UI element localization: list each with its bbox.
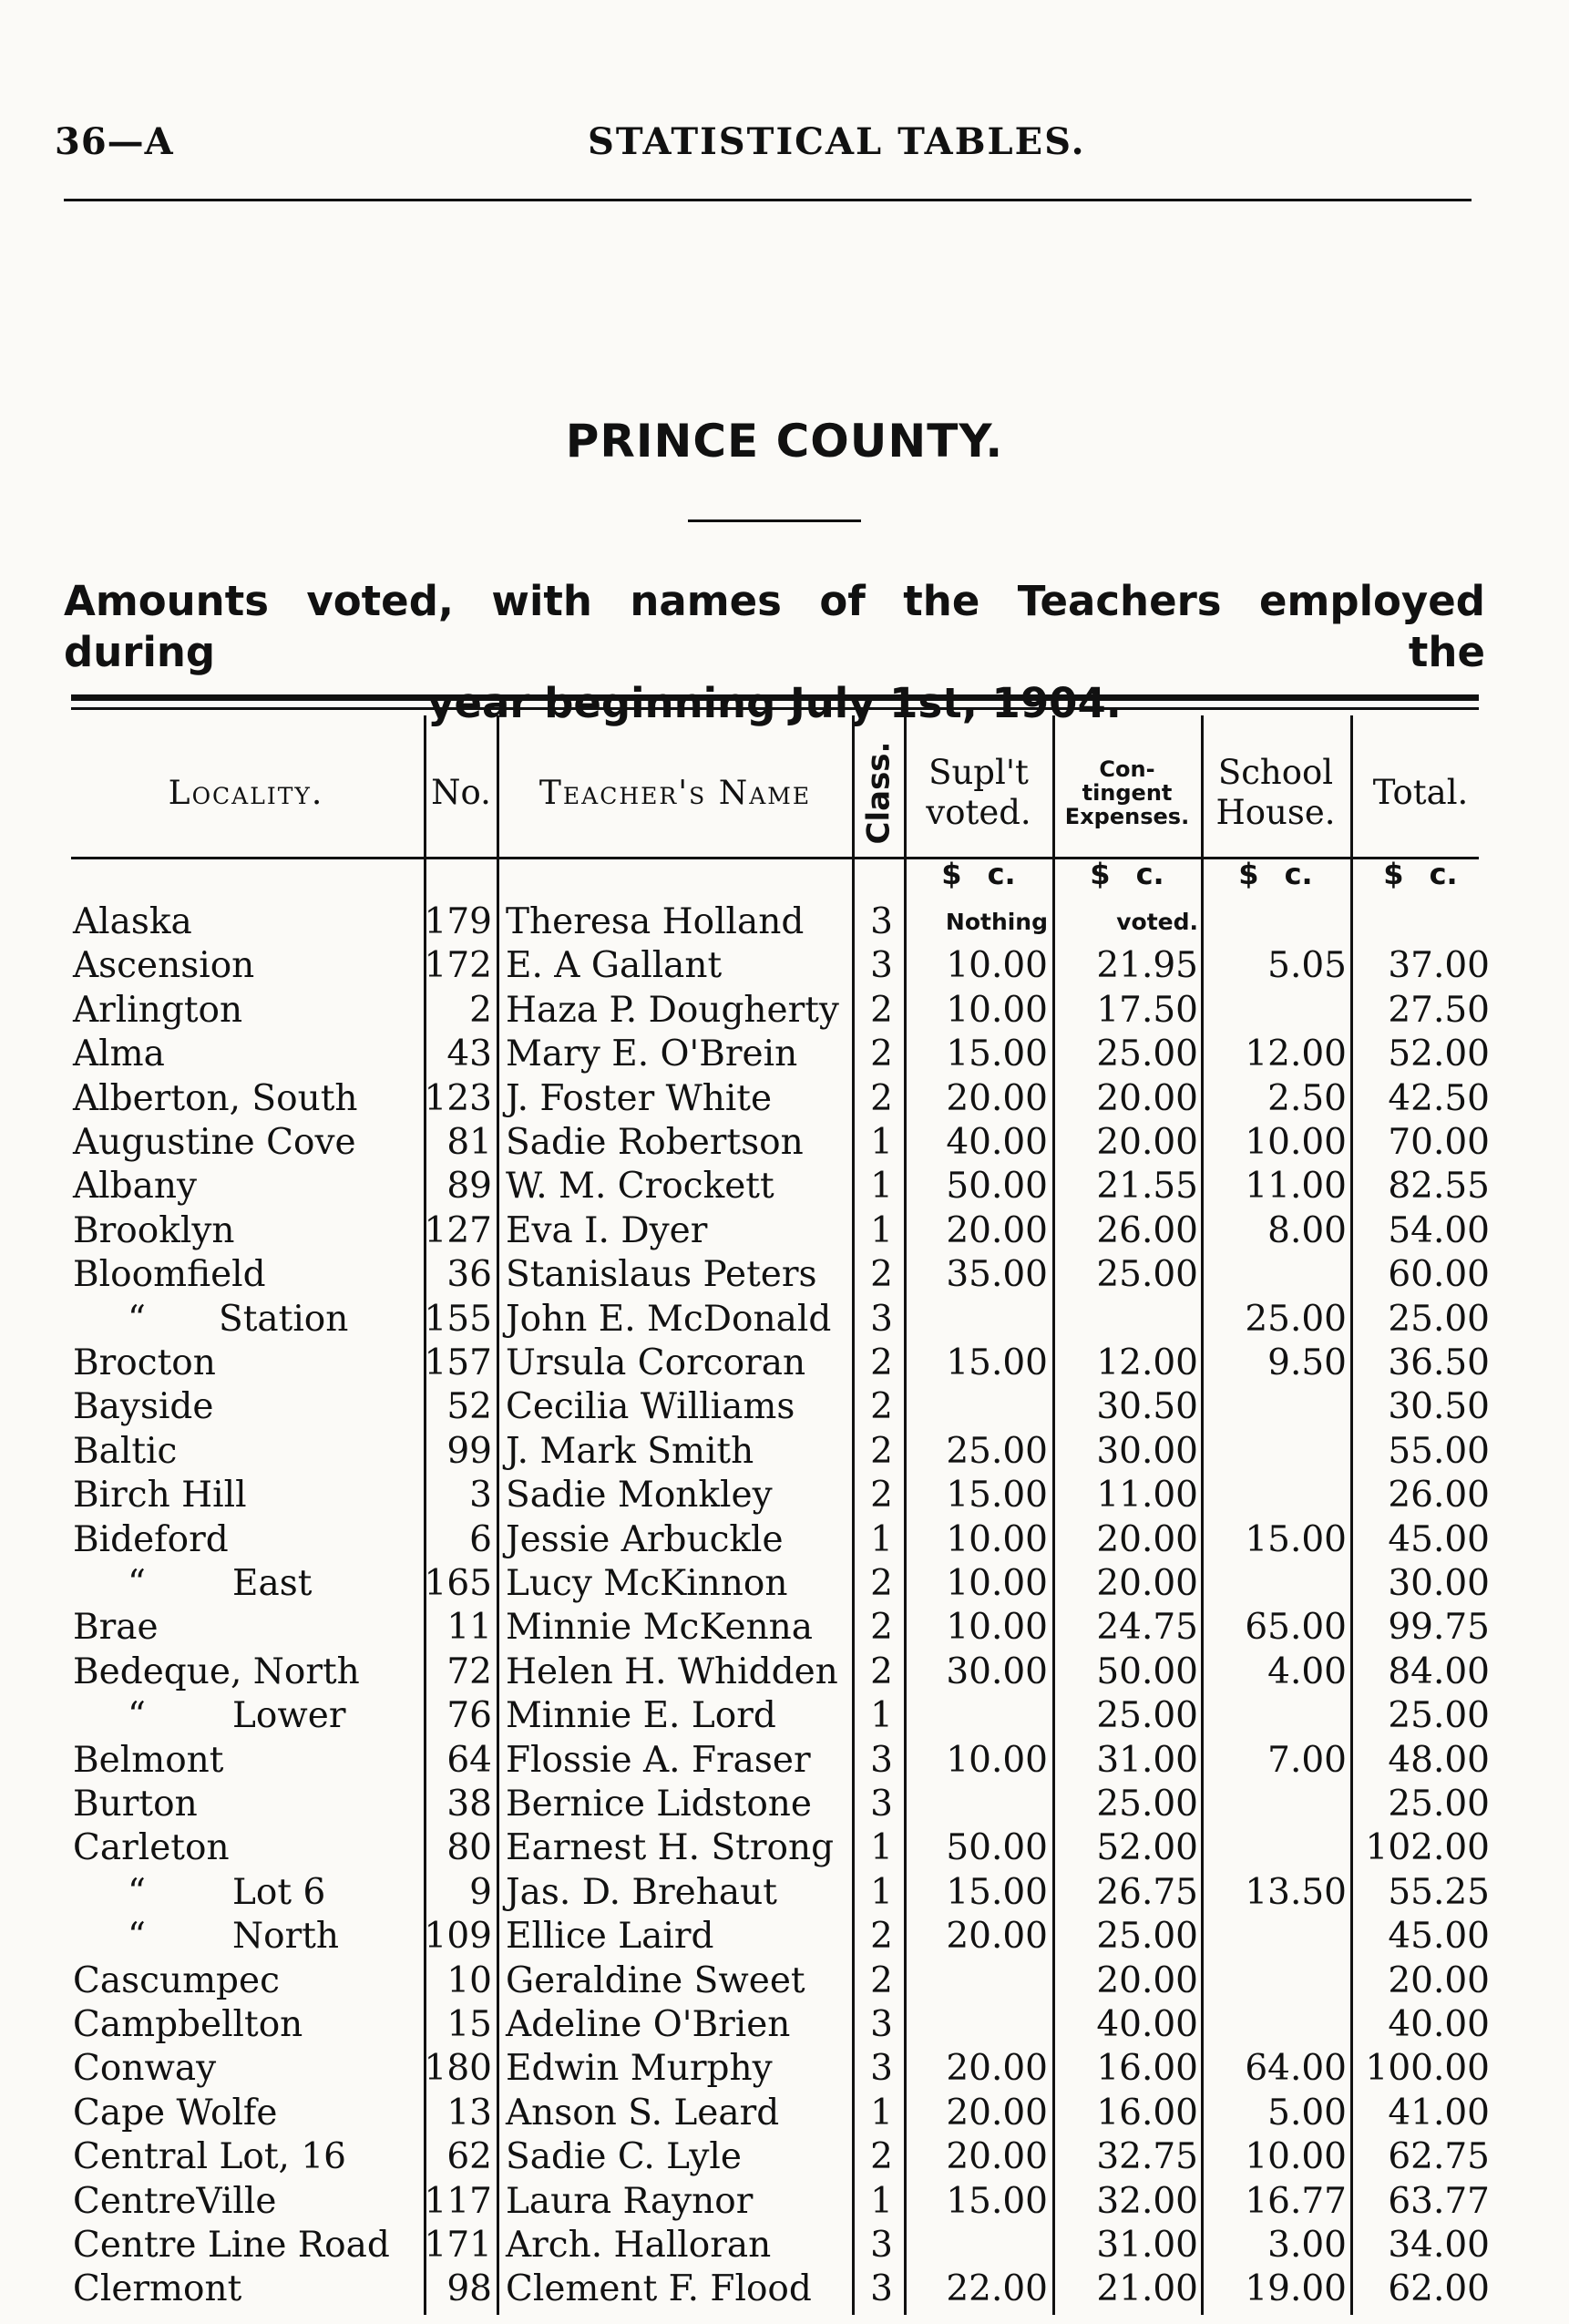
ditto-mark: “: [128, 1871, 146, 1913]
number-cell: 15: [446, 2004, 492, 2045]
total-cell: 62.75: [1388, 2136, 1490, 2178]
number-cell: 52: [446, 1386, 492, 1428]
school-house-cell: 10.00: [1245, 2136, 1347, 2178]
class-cell: 2: [870, 1959, 893, 2001]
teacher-name-cell: Earnest H. Strong: [506, 1827, 835, 1869]
school-house-cell: 12.00: [1245, 1033, 1347, 1075]
suplt-voted-cell: 50.00: [946, 1827, 1048, 1869]
contingent-cell: 20.00: [1096, 1563, 1198, 1604]
total-cell: 62.00: [1388, 2268, 1490, 2310]
number-cell: 81: [446, 1122, 492, 1163]
table-row: [0, 1915, 1569, 1959]
contingent-cell: 12.00: [1096, 1342, 1198, 1383]
table-row: [0, 1474, 1569, 1517]
number-cell: 171: [424, 2225, 492, 2266]
table-row: [0, 1694, 1569, 1738]
contingent-cell: 30.50: [1096, 1386, 1198, 1428]
total-cell: 20.00: [1388, 1959, 1490, 2001]
table-row: [0, 900, 1569, 944]
number-cell: 43: [446, 1033, 492, 1075]
total-cell: 26.00: [1388, 1475, 1490, 1517]
suplt-voted-cell: 10.00: [946, 1739, 1048, 1781]
county-title: PRINCE COUNTY.: [565, 415, 1004, 468]
locality-cell: Conway: [73, 2048, 217, 2090]
units-total: $ c.: [1383, 857, 1458, 891]
number-cell: 10: [446, 1959, 492, 2001]
units-contingent: $ c.: [1090, 857, 1164, 891]
table-row: [0, 2224, 1569, 2267]
teacher-name-cell: Lucy McKinnon: [506, 1563, 788, 1604]
contingent-cell: 17.50: [1096, 989, 1198, 1031]
total-cell: 41.00: [1388, 2092, 1490, 2134]
class-cell: 3: [870, 1739, 893, 1781]
locality-cell: [128, 1298, 349, 1342]
school-house-cell: 11.00: [1245, 1166, 1347, 1208]
contingent-cell: 52.00: [1096, 1827, 1198, 1869]
class-cell: 3: [870, 1784, 893, 1825]
school-house-cell: 19.00: [1245, 2268, 1347, 2310]
contingent-cell: 20.00: [1096, 1077, 1198, 1119]
total-cell: 25.00: [1388, 1784, 1490, 1825]
table-row: [0, 1033, 1569, 1076]
total-cell: 48.00: [1388, 1739, 1490, 1781]
running-title: STATISTICAL TABLES.: [588, 120, 1086, 163]
table-row: [0, 1385, 1569, 1429]
suplt-voted-cell: 10.00: [946, 1563, 1048, 1604]
locality-cell: Ascension: [73, 945, 255, 987]
locality-cell: Augustine Cove: [73, 1122, 356, 1163]
school-house-cell: 4.00: [1267, 1650, 1347, 1692]
contingent-cell: 24.75: [1096, 1607, 1198, 1649]
class-cell: 2: [870, 1475, 893, 1517]
locality-cell: Central Lot, 16: [73, 2136, 346, 2178]
contingent-cell: 21.00: [1096, 2268, 1198, 2310]
suplt-voted-cell: Nothing: [945, 909, 1048, 935]
suplt-voted-cell: 25.00: [946, 1430, 1048, 1472]
teacher-name-cell: Minnie E. Lord: [506, 1695, 776, 1737]
number-cell: 36: [446, 1254, 492, 1296]
locality-cell: Alma: [73, 1033, 165, 1075]
contingent-cell: 32.00: [1096, 2180, 1198, 2222]
header-teacher-name: Teacher's Name: [538, 774, 812, 812]
class-cell: 2: [870, 989, 893, 1031]
total-cell: 34.00: [1388, 2225, 1490, 2266]
subtitle-line-1: Amounts voted, with names of the Teachers employed during the: [64, 577, 1485, 676]
contingent-cell: 20.00: [1096, 1959, 1198, 2001]
total-cell: 55.00: [1388, 1430, 1490, 1472]
contingent-cell: 25.00: [1096, 1695, 1198, 1737]
contingent-cell: 20.00: [1096, 1122, 1198, 1163]
locality-cell: [128, 1871, 326, 1915]
header-contingent-expenses: Con- tingent Expenses.: [1064, 756, 1190, 829]
school-house-cell: 64.00: [1245, 2048, 1347, 2090]
class-cell: 2: [870, 1430, 893, 1472]
table-row: [0, 1518, 1569, 1562]
teacher-name-cell: Cecilia Williams: [506, 1386, 795, 1428]
teacher-name-cell: Geraldine Sweet: [506, 1959, 805, 2001]
number-cell: 76: [446, 1695, 492, 1737]
number-cell: 89: [446, 1166, 492, 1208]
suplt-voted-cell: 35.00: [946, 1254, 1048, 1296]
suplt-voted-cell: 20.00: [946, 2048, 1048, 2090]
total-cell: 100.00: [1365, 2048, 1490, 2090]
total-cell: 25.00: [1388, 1298, 1490, 1340]
school-house-cell: 7.00: [1267, 1739, 1347, 1781]
number-cell: 38: [446, 1784, 492, 1825]
class-cell: 3: [870, 945, 893, 987]
number-cell: 6: [469, 1518, 492, 1560]
suplt-voted-cell: 15.00: [946, 1033, 1048, 1075]
header-rule: [64, 199, 1472, 201]
number-cell: 2: [469, 989, 492, 1031]
contingent-cell: 25.00: [1096, 1784, 1198, 1825]
number-cell: 72: [446, 1650, 492, 1692]
locality-cell: Baltic: [73, 1430, 178, 1472]
locality-cell: Bloomfield: [73, 1254, 266, 1296]
teacher-name-cell: Theresa Holland: [506, 901, 805, 942]
school-house-cell: 9.50: [1267, 1342, 1347, 1383]
teacher-name-cell: Sadie Monkley: [506, 1475, 773, 1517]
number-cell: 157: [424, 1342, 492, 1383]
suplt-voted-cell: 10.00: [946, 1607, 1048, 1649]
table-row: [0, 989, 1569, 1033]
table-row: [0, 1871, 1569, 1915]
contingent-cell: 16.00: [1096, 2092, 1198, 2134]
class-cell: 2: [870, 1386, 893, 1428]
suplt-voted-cell: 22.00: [946, 2268, 1048, 2310]
number-cell: 98: [446, 2268, 492, 2310]
suplt-voted-cell: 40.00: [946, 1122, 1048, 1163]
table-row: [0, 1253, 1569, 1297]
teacher-name-cell: Flossie A. Fraser: [506, 1739, 811, 1781]
sub-locality: East: [232, 1563, 313, 1604]
teacher-name-cell: Ursula Corcoran: [506, 1342, 806, 1383]
ditto-mark: “: [128, 1916, 146, 1958]
table-row: [0, 1077, 1569, 1121]
total-cell: 63.77: [1388, 2180, 1490, 2222]
table-row: [0, 2180, 1569, 2224]
total-cell: 99.75: [1388, 1607, 1490, 1649]
suplt-voted-cell: 20.00: [946, 1209, 1048, 1251]
contingent-cell: 20.00: [1096, 1518, 1198, 1560]
header-suplt-voted: Supl't voted.: [926, 753, 1031, 832]
class-cell: 1: [870, 2092, 893, 2134]
sub-locality: Lot 6: [232, 1871, 326, 1913]
table-row: [0, 1165, 1569, 1208]
contingent-cell: 32.75: [1096, 2136, 1198, 2178]
contingent-cell: 30.00: [1096, 1430, 1198, 1472]
contingent-cell: 26.75: [1096, 1871, 1198, 1913]
number-cell: 117: [424, 2180, 492, 2222]
contingent-cell: 40.00: [1096, 2004, 1198, 2045]
table-row: [0, 2135, 1569, 2179]
locality-cell: Arlington: [73, 989, 243, 1031]
teacher-name-cell: John E. McDonald: [506, 1298, 832, 1340]
number-cell: 9: [469, 1871, 492, 1913]
number-cell: 172: [424, 945, 492, 987]
suplt-voted-cell: 10.00: [946, 945, 1048, 987]
class-cell: 1: [870, 1871, 893, 1913]
table-row: [0, 1342, 1569, 1385]
suplt-voted-cell: 10.00: [946, 989, 1048, 1031]
class-cell: 2: [870, 2136, 893, 2178]
locality-cell: [128, 1694, 346, 1738]
contingent-cell: 50.00: [1096, 1650, 1198, 1692]
number-cell: 123: [424, 1077, 492, 1119]
contingent-cell: 21.95: [1096, 945, 1198, 987]
school-house-cell: 3.00: [1267, 2225, 1347, 2266]
table-row: [0, 1739, 1569, 1783]
table-subtitle: [64, 576, 1485, 729]
number-cell: 127: [424, 1209, 492, 1251]
locality-cell: Carleton: [73, 1827, 230, 1869]
table-top-rule-thin: [71, 707, 1479, 710]
class-cell: 1: [870, 1122, 893, 1163]
number-cell: 109: [424, 1916, 492, 1958]
locality-cell: Belmont: [73, 1739, 224, 1781]
ditto-mark: “: [128, 1695, 146, 1737]
locality-cell: CentreVille: [73, 2180, 277, 2222]
title-rule: [688, 519, 861, 522]
number-cell: 64: [446, 1739, 492, 1781]
contingent-cell: 25.00: [1096, 1916, 1198, 1958]
sub-locality: Lower: [232, 1695, 346, 1737]
number-cell: 179: [424, 901, 492, 942]
class-cell: 1: [870, 1827, 893, 1869]
suplt-voted-cell: 20.00: [946, 1077, 1048, 1119]
class-cell: 3: [870, 2004, 893, 2045]
class-cell: 2: [870, 1650, 893, 1692]
locality-cell: Campbellton: [73, 2004, 303, 2045]
teacher-name-cell: Jessie Arbuckle: [506, 1518, 784, 1560]
header-total: Total.: [1372, 773, 1469, 812]
table-row: [0, 1430, 1569, 1474]
ditto-mark: “: [128, 1298, 146, 1340]
teacher-name-cell: Sadie Robertson: [506, 1122, 804, 1163]
total-cell: 40.00: [1388, 2004, 1490, 2045]
table-row: [0, 2092, 1569, 2135]
suplt-voted-cell: 30.00: [946, 1650, 1048, 1692]
number-cell: 62: [446, 2136, 492, 2178]
teacher-name-cell: Bernice Lidstone: [506, 1784, 812, 1825]
school-house-cell: 16.77: [1245, 2180, 1347, 2222]
number-cell: 11: [446, 1607, 492, 1649]
total-cell: 55.25: [1388, 1871, 1490, 1913]
contingent-cell: 11.00: [1096, 1475, 1198, 1517]
units-school-house: $ c.: [1238, 857, 1313, 891]
contingent-cell: 21.55: [1096, 1166, 1198, 1208]
teacher-name-cell: Edwin Murphy: [506, 2048, 773, 2090]
total-cell: 36.50: [1388, 1342, 1490, 1383]
locality-cell: Brae: [73, 1607, 159, 1649]
table-row: [0, 1959, 1569, 2003]
locality-cell: Centre Line Road: [73, 2225, 390, 2266]
teacher-name-cell: Adeline O'Brien: [506, 2004, 791, 2045]
total-cell: 60.00: [1388, 1254, 1490, 1296]
total-cell: 30.50: [1388, 1386, 1490, 1428]
school-house-cell: 8.00: [1267, 1209, 1347, 1251]
sub-locality: Station: [219, 1298, 349, 1340]
table-row: [0, 1650, 1569, 1694]
contingent-cell: 16.00: [1096, 2048, 1198, 2090]
table-row: [0, 1783, 1569, 1826]
class-cell: 2: [870, 1033, 893, 1075]
header-no: No.: [431, 773, 491, 812]
suplt-voted-cell: 15.00: [946, 1342, 1048, 1383]
page-number: 36—A: [55, 120, 174, 163]
teacher-name-cell: J. Mark Smith: [506, 1430, 754, 1472]
suplt-voted-cell: 15.00: [946, 2180, 1048, 2222]
suplt-voted-cell: 15.00: [946, 1871, 1048, 1913]
total-cell: 25.00: [1388, 1695, 1490, 1737]
class-cell: 1: [870, 1695, 893, 1737]
teacher-name-cell: Anson S. Leard: [506, 2092, 780, 2134]
locality-cell: Brocton: [73, 1342, 216, 1383]
total-cell: 102.00: [1365, 1827, 1490, 1869]
class-cell: 2: [870, 1563, 893, 1604]
class-cell: 1: [870, 1518, 893, 1560]
contingent-cell: 25.00: [1096, 1254, 1198, 1296]
school-house-cell: 15.00: [1245, 1518, 1347, 1560]
teacher-name-cell: Eva I. Dyer: [506, 1209, 708, 1251]
teacher-name-cell: Haza P. Dougherty: [506, 989, 839, 1031]
class-cell: 2: [870, 1342, 893, 1383]
number-cell: 3: [469, 1475, 492, 1517]
teacher-name-cell: Minnie McKenna: [506, 1607, 814, 1649]
locality-cell: [128, 1915, 340, 1959]
teacher-name-cell: W. M. Crockett: [506, 1166, 774, 1208]
suplt-voted-cell: 20.00: [946, 2136, 1048, 2178]
suplt-voted-cell: 50.00: [946, 1166, 1048, 1208]
locality-cell: Cascumpec: [73, 1959, 280, 2001]
locality-cell: Alberton, South: [73, 1077, 358, 1119]
class-cell: 3: [870, 2225, 893, 2266]
table-row: [0, 2003, 1569, 2047]
school-house-cell: 65.00: [1245, 1607, 1347, 1649]
suplt-voted-cell: 20.00: [946, 2092, 1048, 2134]
class-cell: 2: [870, 1607, 893, 1649]
header-class: Class.: [860, 741, 897, 845]
number-cell: 80: [446, 1827, 492, 1869]
contingent-cell: 31.00: [1096, 1739, 1198, 1781]
school-house-cell: 5.05: [1267, 945, 1347, 987]
number-cell: 180: [424, 2048, 492, 2090]
table-top-rule: [71, 694, 1479, 701]
school-house-cell: 13.50: [1245, 1871, 1347, 1913]
suplt-voted-cell: 10.00: [946, 1518, 1048, 1560]
class-cell: 3: [870, 2048, 893, 2090]
locality-cell: Bedeque, North: [73, 1650, 360, 1692]
school-house-cell: 10.00: [1245, 1122, 1347, 1163]
teacher-name-cell: Helen H. Whidden: [506, 1650, 838, 1692]
table-row: [0, 944, 1569, 988]
teacher-name-cell: Arch. Halloran: [506, 2225, 772, 2266]
number-cell: 165: [424, 1563, 492, 1604]
class-cell: 2: [870, 1916, 893, 1958]
class-cell: 1: [870, 1209, 893, 1251]
teacher-name-cell: E. A Gallant: [506, 945, 723, 987]
table-row: [0, 1826, 1569, 1870]
teacher-name-cell: Mary E. O'Brein: [506, 1033, 798, 1075]
class-cell: 2: [870, 1254, 893, 1296]
school-house-cell: 2.50: [1267, 1077, 1347, 1119]
class-cell: 2: [870, 1077, 893, 1119]
school-house-cell: 25.00: [1245, 1298, 1347, 1340]
table-row: [0, 1121, 1569, 1165]
suplt-voted-cell: 20.00: [946, 1916, 1048, 1958]
total-cell: 82.55: [1388, 1166, 1490, 1208]
ditto-mark: “: [128, 1563, 146, 1604]
table-row: [0, 1209, 1569, 1253]
number-cell: 99: [446, 1430, 492, 1472]
page-header: [55, 120, 1476, 175]
total-cell: 37.00: [1388, 945, 1490, 987]
total-cell: 52.00: [1388, 1033, 1490, 1075]
total-cell: 54.00: [1388, 1209, 1490, 1251]
class-cell: 1: [870, 2180, 893, 2222]
locality-cell: Birch Hill: [73, 1475, 247, 1517]
table-row: [0, 2267, 1569, 2311]
table-row: [0, 1298, 1569, 1342]
units-suplt: $ c.: [941, 857, 1016, 891]
total-cell: 45.00: [1388, 1518, 1490, 1560]
contingent-cell: 26.00: [1096, 1209, 1198, 1251]
table-row: [0, 1562, 1569, 1606]
locality-cell: [128, 1562, 313, 1606]
number-cell: 155: [424, 1298, 492, 1340]
table-row: [0, 1606, 1569, 1650]
total-cell: 42.50: [1388, 1077, 1490, 1119]
teacher-name-cell: Sadie C. Lyle: [506, 2136, 742, 2178]
teacher-name-cell: Clement F. Flood: [506, 2268, 812, 2310]
class-cell: 3: [870, 1298, 893, 1340]
total-cell: 27.50: [1388, 989, 1490, 1031]
suplt-voted-cell: 15.00: [946, 1475, 1048, 1517]
sub-locality: North: [232, 1916, 340, 1958]
locality-cell: Bayside: [73, 1386, 214, 1428]
teacher-name-cell: Laura Raynor: [506, 2180, 754, 2222]
class-cell: 3: [870, 901, 893, 942]
locality-cell: Alaska: [73, 901, 192, 942]
class-cell: 3: [870, 2268, 893, 2310]
school-house-cell: 5.00: [1267, 2092, 1347, 2134]
table-row: [0, 2047, 1569, 2091]
teacher-name-cell: Ellice Laird: [506, 1916, 714, 1958]
subtitle-line-2: year beginning July 1st, 1904.: [427, 679, 1122, 727]
class-cell: 1: [870, 1166, 893, 1208]
contingent-cell: 25.00: [1096, 1033, 1198, 1075]
teacher-name-cell: Stanislaus Peters: [506, 1254, 817, 1296]
locality-cell: Burton: [73, 1784, 198, 1825]
teacher-name-cell: Jas. D. Brehaut: [506, 1871, 777, 1913]
header-locality: Locality.: [168, 774, 324, 812]
locality-cell: Bideford: [73, 1518, 229, 1560]
locality-cell: Cape Wolfe: [73, 2092, 278, 2134]
locality-cell: Albany: [73, 1166, 198, 1208]
total-cell: 45.00: [1388, 1916, 1490, 1958]
contingent-cell: 31.00: [1096, 2225, 1198, 2266]
total-cell: 84.00: [1388, 1650, 1490, 1692]
number-cell: 13: [446, 2092, 492, 2134]
locality-cell: Brooklyn: [73, 1209, 235, 1251]
teacher-name-cell: J. Foster White: [506, 1077, 773, 1119]
contingent-cell: voted.: [1116, 909, 1198, 935]
total-cell: 70.00: [1388, 1122, 1490, 1163]
locality-cell: Clermont: [73, 2268, 242, 2310]
header-school-house: School House.: [1215, 753, 1336, 832]
total-cell: 30.00: [1388, 1563, 1490, 1604]
